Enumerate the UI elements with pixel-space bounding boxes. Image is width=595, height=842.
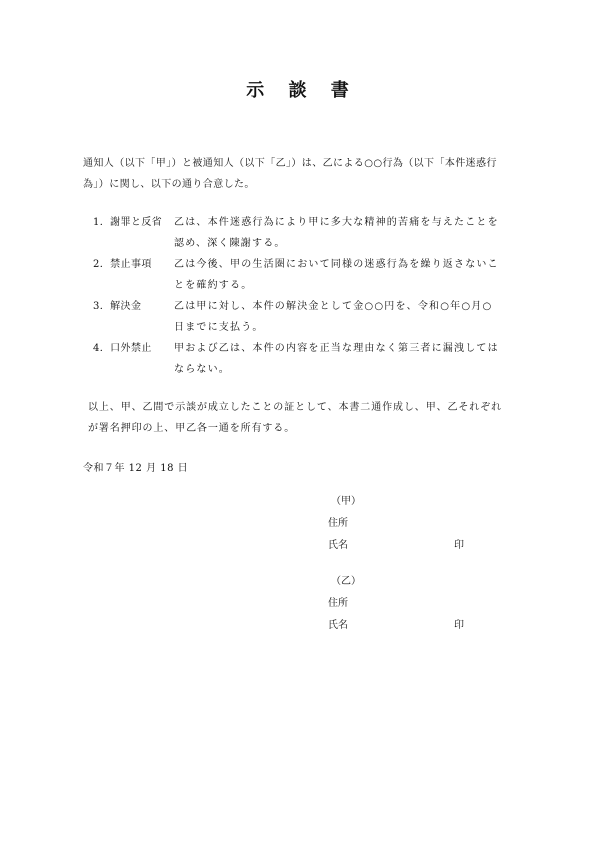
- article-item: [93, 338, 503, 380]
- address-label: 住所: [328, 518, 348, 529]
- document-date: 令和７年 12 月 18 日: [83, 463, 189, 474]
- name-line: [328, 535, 498, 557]
- party-label: （甲）: [331, 496, 361, 507]
- article-text: 乙は今後、甲の生活圏において同様の迷惑行為を繰り返さないことを確約する。: [174, 259, 499, 291]
- address-label: 住所: [328, 598, 348, 609]
- party-label: （乙）: [331, 576, 361, 587]
- article-item: [93, 296, 503, 338]
- signature-block-party-a: [328, 491, 498, 557]
- article-text: 甲および乙は、本件の内容を正当な理由なく第三者に漏洩してはならない。: [174, 343, 499, 375]
- article-text: 乙は甲に対し、本件の解決金として金○○円を、令和○年○月○日までに支払う。: [174, 301, 493, 333]
- name-line: [328, 615, 498, 637]
- name-label: 氏名: [328, 540, 348, 551]
- seal-mark: 印: [454, 620, 464, 631]
- article-text: 乙は、本件迷惑行為により甲に多大な精神的苦痛を与えたことを認め、深く陳謝する。: [174, 217, 499, 249]
- article-list: [93, 212, 503, 380]
- preamble-paragraph: 通知人（以下「甲」）と被通知人（以下「乙」）は、乙による○○行為（以下「本件迷惑行為」）に関し、以下の通り合意した。: [83, 158, 497, 190]
- article-item: [93, 254, 503, 296]
- article-item: [93, 212, 503, 254]
- article-heading: 2．禁止事項: [93, 259, 152, 270]
- name-label: 氏名: [328, 620, 348, 631]
- article-heading: 1．謝罪と反省: [93, 217, 163, 228]
- signature-block-party-b: [328, 571, 498, 637]
- article-heading: 4．口外禁止: [93, 343, 152, 354]
- document-title: 示 談 書: [246, 80, 358, 101]
- seal-mark: 印: [454, 540, 464, 551]
- article-heading: 3．解決金: [93, 301, 142, 312]
- closing-paragraph: 以上、甲、乙間で示談が成立したことの証として、本書二通作成し、甲、乙それぞれが署名押印の上、甲乙各一通を所有する。: [88, 402, 502, 434]
